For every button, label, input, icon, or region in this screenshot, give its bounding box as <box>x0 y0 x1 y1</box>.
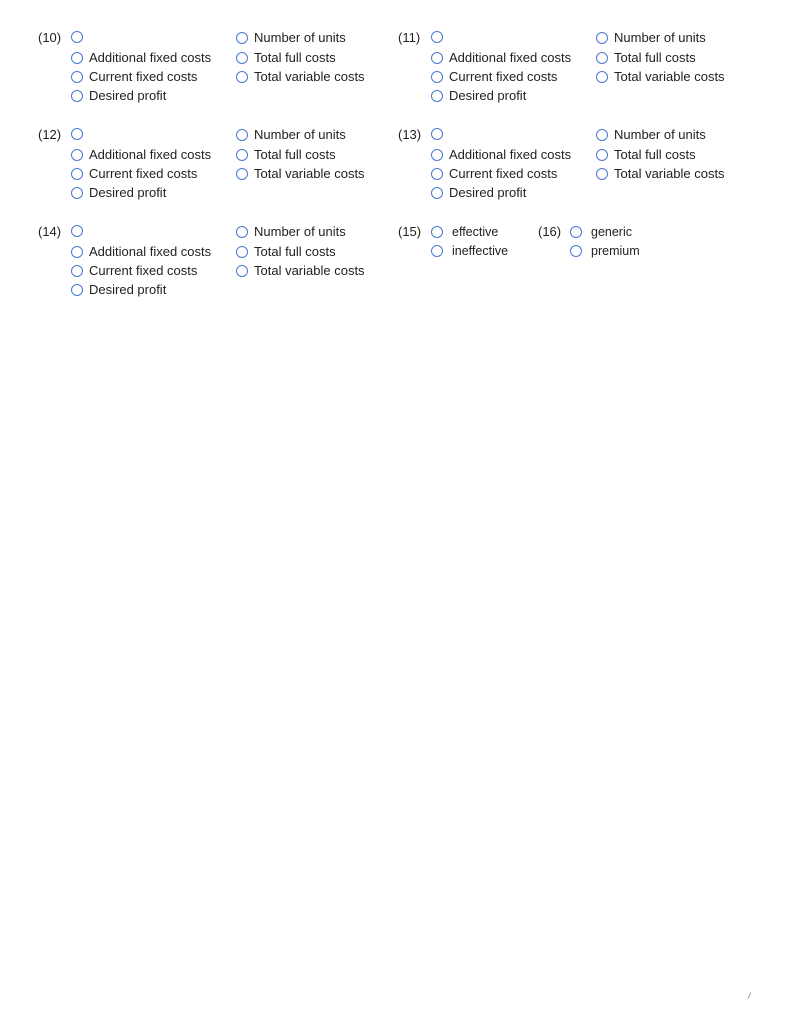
radio-button[interactable] <box>236 226 248 238</box>
option-current-fixed-costs[interactable] <box>71 69 197 84</box>
option-number-of-units[interactable] <box>236 127 346 142</box>
radio-button[interactable] <box>431 128 443 140</box>
option-label: Desired profit <box>449 185 527 200</box>
option-blank[interactable] <box>431 31 443 43</box>
radio-button[interactable] <box>71 128 83 140</box>
option-generic[interactable] <box>570 225 632 239</box>
radio-button[interactable] <box>236 32 248 44</box>
radio-button[interactable] <box>431 31 443 43</box>
radio-button[interactable] <box>71 265 83 277</box>
option-label: Total full costs <box>614 50 696 65</box>
option-total-variable-costs[interactable] <box>596 69 725 84</box>
option-premium[interactable] <box>570 244 640 258</box>
radio-button[interactable] <box>236 129 248 141</box>
option-desired-profit[interactable] <box>71 88 166 103</box>
radio-button[interactable] <box>570 226 582 238</box>
option-total-variable-costs[interactable] <box>236 263 365 278</box>
option-number-of-units[interactable] <box>596 127 706 142</box>
radio-button[interactable] <box>236 149 248 161</box>
radio-button[interactable] <box>431 90 443 102</box>
option-label: Desired profit <box>89 282 167 297</box>
question-number: (12) <box>38 127 62 142</box>
option-total-full-costs[interactable] <box>236 244 336 259</box>
option-label: Total variable costs <box>614 69 725 84</box>
option-number-of-units[interactable] <box>236 30 346 45</box>
radio-button[interactable] <box>236 52 248 64</box>
option-label: effective <box>452 225 499 239</box>
option-label: generic <box>591 225 632 239</box>
option-label: Current fixed costs <box>89 166 198 181</box>
option-label: Number of units <box>254 30 346 45</box>
option-ineffective[interactable] <box>431 244 508 258</box>
radio-button[interactable] <box>236 168 248 180</box>
radio-button[interactable] <box>431 187 443 199</box>
radio-button[interactable] <box>71 187 83 199</box>
option-label: Total variable costs <box>254 263 365 278</box>
option-effective[interactable] <box>431 225 498 239</box>
radio-button[interactable] <box>71 225 83 237</box>
radio-button[interactable] <box>431 226 443 238</box>
option-label: Desired profit <box>89 88 167 103</box>
option-blank[interactable] <box>71 225 83 237</box>
option-additional-fixed-costs[interactable] <box>71 244 211 259</box>
question-number: (13) <box>398 127 422 142</box>
option-label: Current fixed costs <box>89 69 198 84</box>
option-label: Additional fixed costs <box>89 147 212 162</box>
question-number: (14) <box>38 224 62 239</box>
option-label: Total variable costs <box>254 69 365 84</box>
option-label: Desired profit <box>89 185 167 200</box>
radio-button[interactable] <box>71 90 83 102</box>
option-label: Number of units <box>254 127 346 142</box>
option-label: ineffective <box>452 244 509 258</box>
option-label: Additional fixed costs <box>449 50 572 65</box>
page-mark: / <box>748 991 751 1001</box>
option-total-full-costs[interactable] <box>596 50 696 65</box>
option-label: Additional fixed costs <box>449 147 572 162</box>
option-current-fixed-costs[interactable] <box>71 166 197 181</box>
option-additional-fixed-costs[interactable] <box>71 147 211 162</box>
option-label: Additional fixed costs <box>89 50 212 65</box>
option-desired-profit[interactable] <box>71 282 166 297</box>
radio-button[interactable] <box>596 52 608 64</box>
option-additional-fixed-costs[interactable] <box>431 50 571 65</box>
question-number: (10) <box>38 30 62 45</box>
question-number: (15) <box>398 224 422 239</box>
option-label: Total full costs <box>254 244 336 259</box>
option-blank[interactable] <box>71 128 83 140</box>
option-label: Desired profit <box>449 88 527 103</box>
option-total-variable-costs[interactable] <box>236 166 365 181</box>
option-label: Current fixed costs <box>449 69 558 84</box>
radio-button[interactable] <box>431 245 443 257</box>
option-number-of-units[interactable] <box>596 30 706 45</box>
question-number: (11) <box>398 30 421 45</box>
option-label: Number of units <box>254 224 346 239</box>
option-label: Number of units <box>614 127 706 142</box>
radio-button[interactable] <box>71 284 83 296</box>
radio-button[interactable] <box>596 71 608 83</box>
option-label: Additional fixed costs <box>89 244 212 259</box>
option-label: Total variable costs <box>614 166 725 181</box>
radio-button[interactable] <box>431 168 443 180</box>
option-desired-profit[interactable] <box>71 185 166 200</box>
question-number: (16) <box>538 224 562 239</box>
option-current-fixed-costs[interactable] <box>431 69 557 84</box>
option-total-full-costs[interactable] <box>236 50 336 65</box>
radio-button[interactable] <box>236 265 248 277</box>
option-additional-fixed-costs[interactable] <box>71 50 211 65</box>
option-current-fixed-costs[interactable] <box>71 263 197 278</box>
radio-button[interactable] <box>71 168 83 180</box>
option-total-variable-costs[interactable] <box>236 69 365 84</box>
option-blank[interactable] <box>431 128 443 140</box>
radio-button[interactable] <box>71 149 83 161</box>
option-desired-profit[interactable] <box>431 88 526 103</box>
option-current-fixed-costs[interactable] <box>431 166 557 181</box>
radio-button[interactable] <box>570 245 582 257</box>
radio-button[interactable] <box>596 149 608 161</box>
radio-button[interactable] <box>431 71 443 83</box>
option-label: Total full costs <box>614 147 696 162</box>
option-label: premium <box>591 244 640 258</box>
option-label: Number of units <box>614 30 706 45</box>
option-label: Total full costs <box>254 50 336 65</box>
radio-button[interactable] <box>596 129 608 141</box>
option-number-of-units[interactable] <box>236 224 346 239</box>
radio-button[interactable] <box>71 246 83 258</box>
option-total-variable-costs[interactable] <box>596 166 725 181</box>
radio-button[interactable] <box>596 32 608 44</box>
radio-button[interactable] <box>431 52 443 64</box>
option-label: Total variable costs <box>254 166 365 181</box>
option-desired-profit[interactable] <box>431 185 526 200</box>
option-label: Total full costs <box>254 147 336 162</box>
radio-button[interactable] <box>236 71 248 83</box>
radio-button[interactable] <box>236 246 248 258</box>
radio-button[interactable] <box>71 71 83 83</box>
option-blank[interactable] <box>71 31 83 43</box>
option-additional-fixed-costs[interactable] <box>431 147 571 162</box>
radio-button[interactable] <box>71 31 83 43</box>
option-total-full-costs[interactable] <box>236 147 336 162</box>
radio-button[interactable] <box>431 149 443 161</box>
option-label: Current fixed costs <box>89 263 198 278</box>
radio-button[interactable] <box>596 168 608 180</box>
option-total-full-costs[interactable] <box>596 147 696 162</box>
option-label: Current fixed costs <box>449 166 558 181</box>
radio-button[interactable] <box>71 52 83 64</box>
